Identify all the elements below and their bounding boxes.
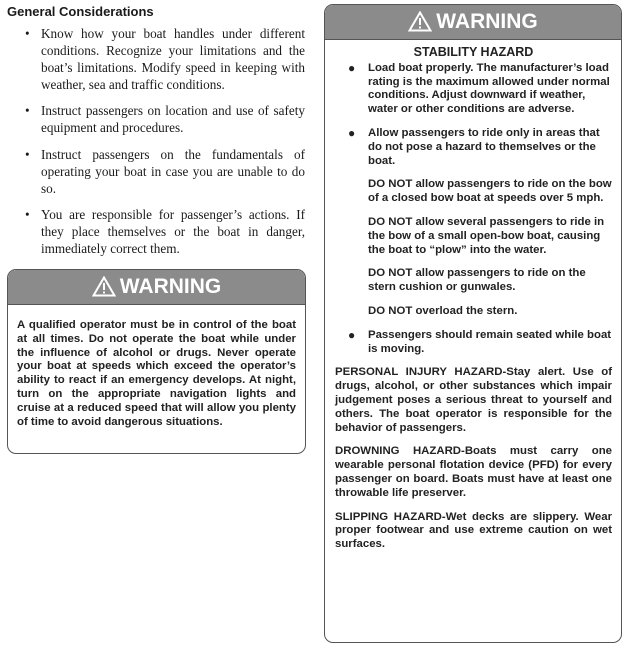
list-item-text: Know how your boat handles under different conditions. Recognize your limitations and the boat’s limitations. Modify speed in keeping with weather, sea and traffic conditions. xyxy=(41,26,305,93)
stability-list-end xyxy=(335,329,612,357)
list-item: ● Load boat properly. The manufacturer’s load rating is the maximum allowed under normal conditions. Adjust downward if weather, water or other conditions are adverse. xyxy=(348,60,610,116)
list-item: • You are responsible for passenger’s actions. If they place themselves or the boat in danger, immediately correct them. xyxy=(25,206,305,257)
list-item: • Instruct passengers on location and use of safety equipment and procedures. xyxy=(25,103,305,136)
do-not-item: DO NOT overload the stern. xyxy=(368,304,518,317)
warning-text: A qualified operator must be in control of the boat at all times. Do not operate the boat while under the influence of alcohol or drugs. Never operate your boat at speeds which exceed the operator’s ability to react if an emergency develops. At night, turn on the appropriate navigation lights and cruise at a reduced speed that will allow you plenty of time to avoid dangerous situations. xyxy=(17,319,296,428)
list-item-text: You are responsible for passenger’s actions. If they place themselves or the boat in danger, immediately correct them. xyxy=(41,206,305,257)
section-title: General Considerations xyxy=(7,4,154,19)
do-not-item: DO NOT allow several passengers to ride in the bow of a small open-bow boat, causing the boat to “plow” into the water. xyxy=(368,215,605,256)
warning-header-label: WARNING xyxy=(436,10,538,33)
list-item-text: Instruct passengers on location and use of safety equipment and procedures. xyxy=(41,103,305,136)
warning-header xyxy=(325,5,621,40)
personal-injury-hazard: PERSONAL INJURY HAZARD-Stay alert. Use of drugs, alcohol, or other substances which impair judgement poses a serious threat to yourself and others. The boat operator is responsible for the behavior of passengers. xyxy=(335,366,612,434)
slipping-hazard: SLIPPING HAZARD-Wet decks are slippery. Wear proper footwear and use extreme caution on wet surfaces. xyxy=(335,510,612,551)
list-item-text: Instruct passengers on the fundamentals of operating your boat in case you are unable to do so. xyxy=(41,146,305,196)
general-considerations-section xyxy=(7,4,305,266)
passenger-warning-box xyxy=(324,4,622,643)
warning-header-label: WARNING xyxy=(119,275,222,298)
warning-triangle-icon xyxy=(408,11,432,32)
list-item: ● Passengers should remain seated while boat is moving. xyxy=(348,327,612,355)
stability-list xyxy=(335,62,612,169)
list-item: • Know how your boat handles under different conditions. Recognize your limitations and the boat’s limitations. Modify speed in keeping with weather, sea and traffic conditions. xyxy=(25,26,305,93)
do-not-item: DO NOT allow passengers to ride on the bow of a closed bow boat at speeds over 5 mph. xyxy=(368,178,612,205)
stability-hazard-title: STABILITY HAZARD xyxy=(413,45,534,59)
operator-warning-box xyxy=(7,269,306,454)
warning-header xyxy=(8,270,305,305)
list-item-text: Passengers should remain seated while boat is moving. xyxy=(368,328,612,355)
do-not-item: DO NOT allow passengers to ride on the stern cushion or gunwales. xyxy=(368,267,586,294)
warning-body xyxy=(325,40,621,552)
list-item: ● Allow passengers to ride only in areas that do not pose a hazard to themselves or the boat. xyxy=(348,125,600,167)
considerations-list xyxy=(7,25,305,257)
list-item-text: Load boat properly. The manufacturer’s load rating is the maximum allowed under normal conditions. Adjust downward if weather, water or other conditions are adverse. xyxy=(368,61,610,116)
list-item-text: Allow passengers to ride only in areas that do not pose a hazard to themselves or the boat. xyxy=(368,126,600,167)
drowning-hazard: DROWNING HAZARD-Boats must carry one wearable personal flotation device (PFD) for every passenger on board. Boats must have at least one throwable life preserver. xyxy=(335,445,612,499)
warning-triangle-icon xyxy=(92,276,116,297)
list-item: • Instruct passengers on the fundamentals of operating your boat in case you are unable to do so. xyxy=(25,146,305,196)
